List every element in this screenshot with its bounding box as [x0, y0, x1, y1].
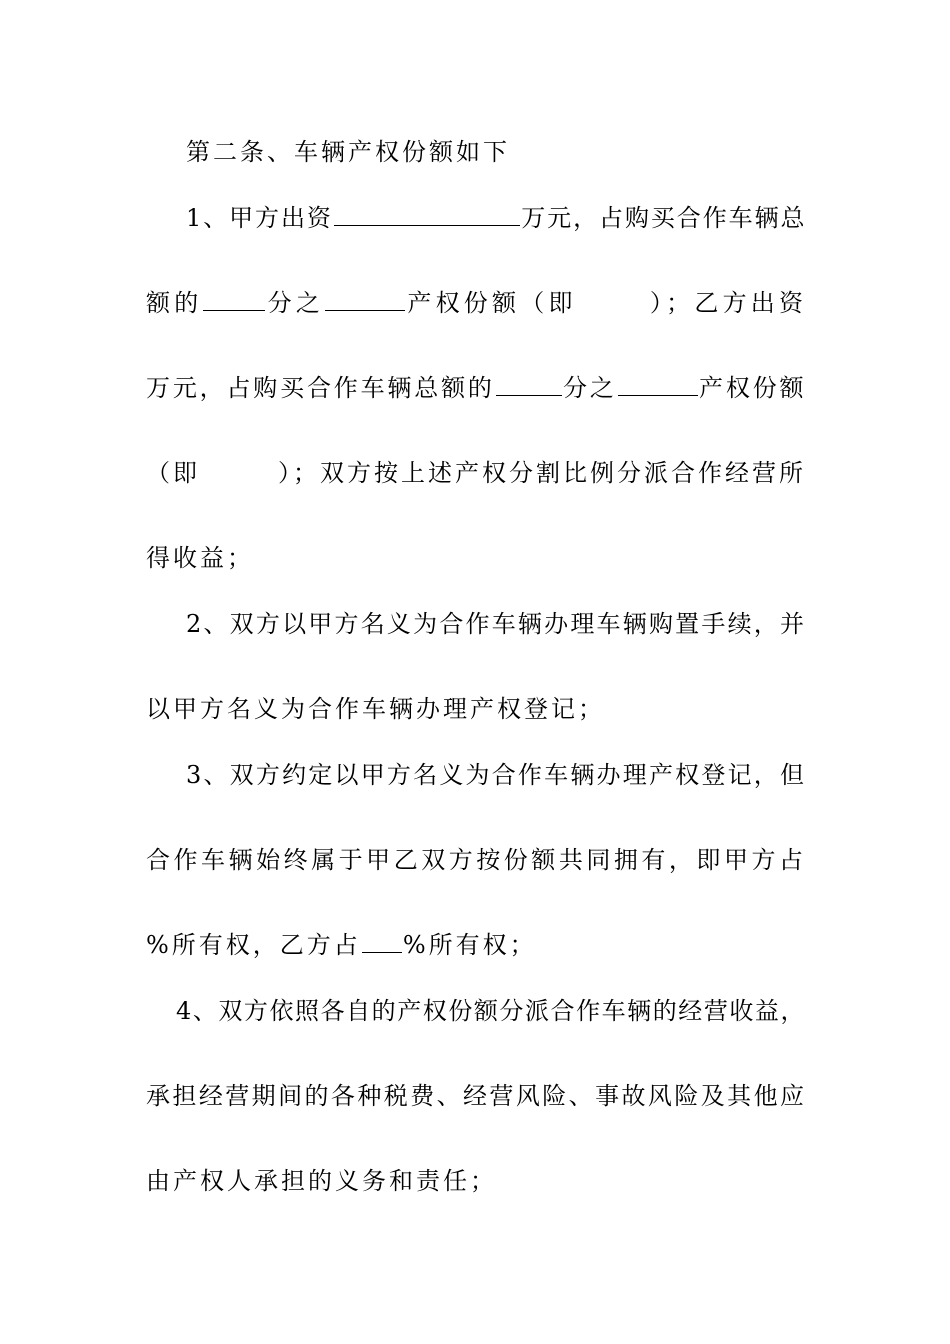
- text: 3、双方约定以甲方名义为合作车辆办理产权登记，但: [186, 761, 806, 789]
- paragraph-line: [146, 453, 806, 493]
- article-heading: [186, 132, 806, 172]
- paragraph-line: [176, 991, 806, 1031]
- paragraph-line: [146, 283, 806, 323]
- paragraph-line: [186, 604, 806, 644]
- text: 得收益；: [146, 544, 254, 572]
- text: 4、双方依照各自的产权份额分派合作车辆的经营收益，: [176, 997, 806, 1025]
- text: %所有权，乙方占: [146, 931, 361, 959]
- paragraph-line: [146, 925, 806, 965]
- paragraph-line: [186, 755, 806, 795]
- text: （即: [146, 459, 200, 487]
- text: 万元，占购买合作车辆总: [520, 204, 806, 232]
- text: 万元，占购买合作车辆总额的: [146, 374, 495, 402]
- paragraph-line: [146, 1161, 806, 1201]
- fill-blank: [496, 369, 562, 396]
- text: 承担经营期间的各种税费、经营风险、事故风险及其他应: [146, 1082, 806, 1110]
- paragraph-line: [146, 1076, 806, 1116]
- text: 产权份额（即: [406, 289, 577, 317]
- paragraph-line: [146, 538, 806, 578]
- fill-blank: [362, 926, 402, 953]
- text: 由产权人承担的义务和责任；: [146, 1167, 497, 1195]
- text: 额的: [146, 289, 203, 317]
- text: 分之: [562, 374, 617, 402]
- paragraph-line: [146, 689, 806, 729]
- text: 以甲方名义为合作车辆办理产权登记；: [146, 695, 605, 723]
- text: 第二条、车辆产权份额如下: [186, 138, 510, 166]
- paragraph-line: [146, 368, 806, 408]
- text: 产权份额: [698, 374, 807, 402]
- text: %所有权；: [402, 931, 537, 959]
- fill-blank: [203, 284, 265, 311]
- text: ）；乙方出资: [648, 289, 807, 317]
- paragraph-line: [186, 198, 806, 238]
- text: 2、双方以甲方名义为合作车辆办理车辆购置手续，并: [186, 610, 806, 638]
- paragraph-line: [146, 840, 806, 880]
- text: 分之: [266, 289, 325, 317]
- fill-blank: [618, 369, 698, 396]
- text: 1、甲方出资: [186, 204, 333, 232]
- text: 合作车辆始终属于甲乙双方按份额共同拥有，即甲方占: [146, 846, 806, 874]
- text: ）；双方按上述产权分割比例分派合作经营所: [278, 459, 806, 487]
- fill-blank: [334, 199, 520, 226]
- fill-blank: [325, 284, 405, 311]
